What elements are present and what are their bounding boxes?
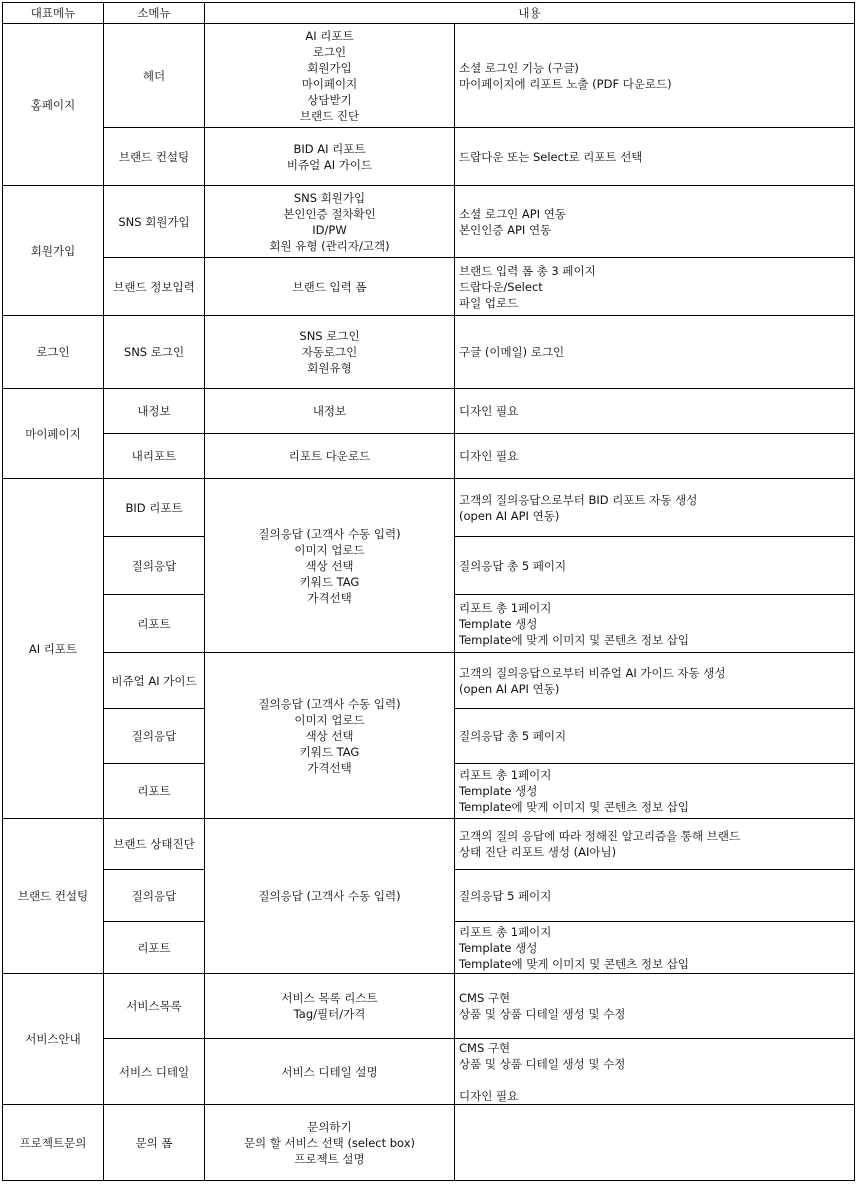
cell-line: 브랜드 입력 폼 총 3 페이지 — [459, 263, 596, 278]
sub-menu-cell: SNS 로그인 — [104, 316, 205, 389]
table-row — [3, 974, 855, 1039]
notes-cell — [455, 974, 855, 1039]
cell-line: 디자인 필요 — [459, 1088, 519, 1103]
cell-line: 이미지 업로드 — [294, 712, 365, 727]
sub-menu-cell: 질의응답 — [104, 870, 205, 922]
sub-menu-cell: 비쥬얼 AI 가이드 — [104, 653, 205, 709]
cell-line: 상태 진단 리포트 생성 (AI아님) — [459, 845, 617, 859]
cell-line: 리포트 총 1페이지 — [459, 600, 552, 615]
sub-menu-cell: 헤더 — [104, 24, 205, 128]
cell-line: Template 생성 — [459, 784, 538, 798]
table-row — [3, 653, 855, 709]
cell-line: 소셜 로그인 기능 (구글) — [459, 60, 579, 75]
sub-menu-cell: SNS 회원가입 — [104, 186, 205, 258]
cell-line: 브랜드 진단 — [299, 108, 360, 123]
table-row — [3, 128, 855, 186]
cell-line: 질의응답 총 5 페이지 — [459, 558, 567, 573]
cell-line: 서비스 디테일 설명 — [281, 1064, 378, 1079]
cell-line: 질의응답 (고객사 수동 입력) — [258, 696, 401, 711]
items-cell — [205, 434, 455, 479]
cell-line: 디자인 필요 — [459, 449, 519, 463]
cell-line: Template에 맞게 이미지 및 콘텐츠 정보 삽입 — [459, 956, 689, 971]
notes-cell — [455, 258, 855, 316]
main-menu-cell: AI 리포트 — [3, 479, 104, 819]
sub-menu-cell: 내리포트 — [104, 434, 205, 479]
cell-line: Template 생성 — [459, 940, 538, 955]
cell-line: 가격선택 — [307, 760, 352, 775]
main-menu-cell: 프로젝트문의 — [3, 1105, 104, 1181]
menu-spec-table — [2, 2, 855, 1181]
table-row — [3, 316, 855, 389]
items-cell — [205, 186, 455, 258]
cell-line: 자동로그인 — [301, 345, 358, 359]
cell-line: 회원가입 — [307, 60, 352, 75]
sub-menu-cell: 브랜드 상태진단 — [104, 819, 205, 870]
main-menu-cell: 홈페이지 — [3, 24, 104, 186]
cell-line: 고객의 질의응답으로부터 BID 리포트 자동 생성 — [459, 492, 698, 507]
cell-line: 로그인 — [312, 44, 347, 59]
cell-line: 질의응답 5 페이지 — [459, 888, 552, 903]
cell-line: CMS 구현 — [459, 991, 511, 1005]
notes-cell — [455, 434, 855, 479]
notes-cell — [455, 479, 855, 537]
header-content: 내용 — [205, 3, 855, 24]
sub-menu-cell: 질의응답 — [104, 537, 205, 595]
items-cell — [205, 479, 455, 653]
cell-line: 색상 선택 — [305, 728, 354, 743]
cell-line: 문의 할 서비스 선택 (select box) — [243, 1135, 416, 1150]
cell-line: 이미지 업로드 — [294, 542, 365, 557]
cell-line — [459, 1072, 850, 1088]
notes-cell — [455, 595, 855, 653]
notes-cell — [455, 764, 855, 819]
cell-line: AI 리포트 — [305, 28, 354, 43]
table-row — [3, 24, 855, 128]
cell-line: ID/PW — [312, 222, 347, 237]
items-cell — [205, 1105, 455, 1181]
table-row — [3, 434, 855, 479]
cell-line: 본인인증 절차확인 — [283, 206, 376, 221]
cell-line: 가격선택 — [307, 590, 352, 605]
items-cell — [205, 24, 455, 128]
cell-line: Template 생성 — [459, 616, 538, 631]
cell-line: 회원 유형 (관리자/고객) — [269, 238, 390, 253]
main-menu-cell: 로그인 — [3, 316, 104, 389]
cell-line: 고객의 질의 응답에 따라 정해진 알고리즘을 통해 브랜드 — [459, 829, 741, 843]
sub-menu-cell: 리포트 — [104, 595, 205, 653]
items-cell — [205, 819, 455, 974]
cell-line: 키워드 TAG — [299, 744, 360, 759]
cell-line: 문의하기 — [307, 1119, 352, 1134]
table-row — [3, 819, 855, 870]
sub-menu-cell: 서비스목록 — [104, 974, 205, 1039]
cell-line: 구글 (이메일) 로그인 — [459, 345, 565, 359]
notes-cell — [455, 709, 855, 764]
cell-line: 리포트 총 1페이지 — [459, 768, 552, 782]
items-cell — [205, 258, 455, 316]
cell-line: 서비스 목록 리스트 — [281, 991, 378, 1005]
cell-line: 키워드 TAG — [299, 574, 360, 589]
sub-menu-cell: 리포트 — [104, 764, 205, 819]
cell-line: 비쥬얼 AI 가이드 — [286, 157, 373, 172]
main-menu-cell: 서비스안내 — [3, 974, 104, 1105]
cell-line: Template에 맞게 이미지 및 콘텐츠 정보 삽입 — [459, 800, 689, 814]
header-row — [3, 3, 855, 24]
notes-cell — [455, 316, 855, 389]
sub-menu-cell: 문의 폼 — [104, 1105, 205, 1181]
cell-line: 상품 및 상품 디테일 생성 및 수정 — [459, 1007, 626, 1021]
cell-line: CMS 구현 — [459, 1040, 511, 1055]
cell-line: BID AI 리포트 — [293, 141, 366, 156]
notes-cell — [455, 870, 855, 922]
cell-line: 상담받기 — [307, 92, 352, 107]
notes-cell — [455, 389, 855, 434]
items-cell — [205, 1039, 455, 1105]
items-cell — [205, 128, 455, 186]
notes-cell — [455, 537, 855, 595]
table-row — [3, 258, 855, 316]
cell-line: 질의응답 (고객사 수동 입력) — [258, 526, 401, 541]
cell-line: 마이페이지 — [301, 76, 358, 91]
cell-line: 디자인 필요 — [459, 404, 519, 418]
header-main-menu: 대표메뉴 — [3, 3, 104, 24]
table-row — [3, 1039, 855, 1105]
notes-cell — [455, 653, 855, 709]
cell-line: 브랜드 입력 폼 — [292, 279, 367, 294]
notes-cell — [455, 24, 855, 128]
cell-line: 질의응답 총 5 페이지 — [459, 729, 567, 743]
items-cell — [205, 316, 455, 389]
cell-line: 고객의 질의응답으로부터 비쥬얼 AI 가이드 자동 생성 — [459, 665, 726, 680]
cell-line: Template에 맞게 이미지 및 콘텐츠 정보 삽입 — [459, 632, 689, 647]
cell-line: SNS 로그인 — [299, 329, 360, 343]
cell-line: Tag/필터/가격 — [293, 1007, 366, 1021]
table-row — [3, 389, 855, 434]
cell-line: 프로젝트 설명 — [294, 1151, 365, 1166]
notes-cell — [455, 1039, 855, 1105]
table-row — [3, 479, 855, 537]
cell-line: (open AI API 연동) — [459, 681, 560, 696]
notes-cell — [455, 1105, 855, 1181]
items-cell — [205, 389, 455, 434]
cell-line: SNS 회원가입 — [293, 190, 366, 205]
cell-line: 드랍다운 또는 Select로 리포트 선택 — [459, 149, 643, 164]
sub-menu-cell: 서비스 디테일 — [104, 1039, 205, 1105]
items-cell — [205, 974, 455, 1039]
notes-cell — [455, 819, 855, 870]
cell-line: 내정보 — [312, 404, 347, 418]
cell-line: 회원유형 — [307, 361, 352, 375]
cell-line: 소셜 로그인 API 연동 — [459, 206, 566, 221]
cell-line: 본인인증 API 연동 — [459, 222, 552, 237]
items-cell — [205, 653, 455, 819]
sub-menu-cell: 브랜드 정보입력 — [104, 258, 205, 316]
cell-line: 리포트 다운로드 — [288, 449, 371, 463]
main-menu-cell: 회원가입 — [3, 186, 104, 316]
sub-menu-cell: 리포트 — [104, 922, 205, 974]
cell-line: 파일 업로드 — [459, 295, 519, 310]
cell-line: 드랍다운/Select — [459, 279, 543, 294]
cell-line: 리포트 총 1페이지 — [459, 924, 552, 939]
sub-menu-cell: 내정보 — [104, 389, 205, 434]
cell-line: 질의응답 (고객사 수동 입력) — [258, 889, 401, 903]
cell-line: (open AI API 연동) — [459, 508, 560, 523]
sub-menu-cell: BID 리포트 — [104, 479, 205, 537]
header-sub-menu: 소메뉴 — [104, 3, 205, 24]
table-row — [3, 1105, 855, 1181]
notes-cell — [455, 128, 855, 186]
cell-line: 색상 선택 — [305, 558, 354, 573]
notes-cell — [455, 186, 855, 258]
notes-cell — [455, 922, 855, 974]
table-row — [3, 186, 855, 258]
cell-line: 상품 및 상품 디테일 생성 및 수정 — [459, 1056, 626, 1071]
sub-menu-cell: 질의응답 — [104, 709, 205, 764]
cell-line: 마이페이지에 리포트 노출 (PDF 다운로드) — [459, 76, 672, 91]
main-menu-cell: 브랜드 컨설팅 — [3, 819, 104, 974]
sub-menu-cell: 브랜드 컨설팅 — [104, 128, 205, 186]
main-menu-cell: 마이페이지 — [3, 389, 104, 479]
